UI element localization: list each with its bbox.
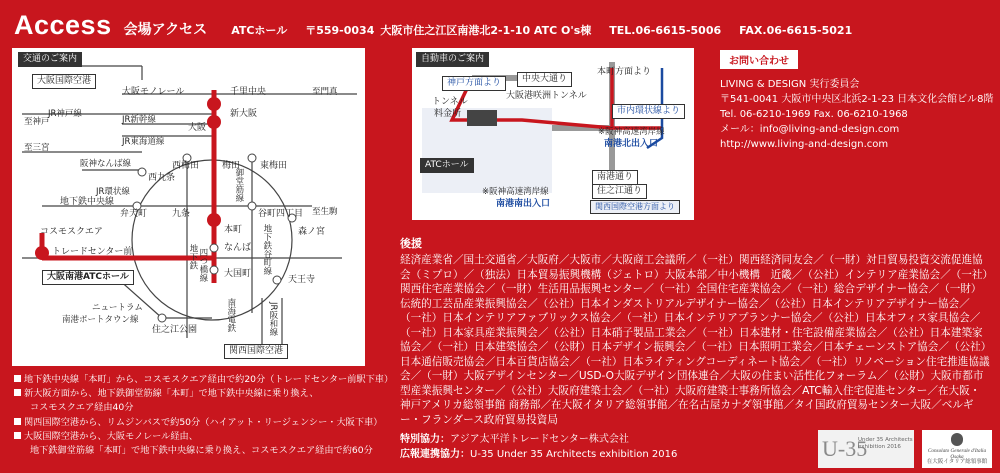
shinai-kanjo-box: 市内環状線より	[612, 104, 685, 119]
wangan-north-label: ※阪神高速湾岸線	[598, 127, 665, 137]
access-note: 新大阪方面から、地下鉄御堂筋線「本町」で地下鉄中央線に乗り換え、	[14, 387, 399, 401]
station-dot-nishikujo	[138, 168, 146, 176]
contact-label: お問い合わせ	[720, 50, 798, 69]
support-section	[400, 235, 992, 427]
hanshin-line-label: 阪神なんば線	[80, 159, 132, 169]
shi-kadoma-label: 至門真	[312, 87, 338, 97]
osaka-airport-box: 大阪国際空港	[32, 74, 96, 89]
consulate-logo	[922, 430, 992, 468]
venue-address: 大阪市住之江区南港北2-1-10 ATC O's棟	[380, 24, 592, 37]
shin-osaka-label: 新大阪	[230, 109, 258, 119]
emblem-icon	[951, 433, 963, 446]
venue-postal: 〒559-0034	[305, 24, 375, 37]
bullet-square-icon	[14, 432, 21, 439]
station-dot-daikokucho	[210, 266, 218, 274]
toll-label: 料金所	[434, 109, 462, 119]
honmachi-direction-label: 本町方面より	[597, 67, 652, 77]
access-notes	[14, 373, 399, 458]
page-title: Access	[14, 10, 112, 40]
consulate-logo-ja: 在大阪イタリア総領事館	[926, 459, 988, 465]
nanko-north-exit-label: 南港北出入口	[604, 139, 659, 149]
atc-hall-block	[467, 110, 497, 126]
venue-fax: FAX.06-6615-5021	[739, 24, 853, 37]
u35-logo-text: Under 35 Architects exhibition 2016	[858, 437, 913, 450]
access-note: 地下鉄御堂筋線「本町」で地下鉄中央線に乗り換え、コスモスクエア経由で約60分	[30, 445, 373, 457]
osaka-station-label: 大阪	[188, 123, 207, 133]
tennoji-label: 天王寺	[288, 275, 316, 285]
nishi-umeda-label: 西梅田	[172, 161, 200, 171]
bullet-square-icon	[14, 375, 21, 382]
kansai-airport-box: 関西国際空港	[224, 344, 288, 359]
nanko-south-exit-label: 南港南出入口	[496, 199, 551, 209]
contact-address: 〒541-0041 大阪市中央区北浜2-1-23 日本文化会館ビル8階	[720, 94, 994, 105]
sakishima-tunnel-label: 大阪港咲洲トンネル	[506, 91, 587, 101]
car-map-label: 自動車のご案内	[416, 52, 489, 67]
station-dot-higashi-umeda	[248, 154, 256, 162]
chuo-odori-box: 中央大通り	[517, 72, 572, 87]
newtram-label: ニュートラム	[92, 303, 143, 313]
tanimachi-4-label: 谷町四丁目	[258, 209, 304, 219]
station-dot-shin-osaka	[207, 97, 221, 111]
yotsubashi-line-label: 四つ橋線	[197, 248, 208, 282]
bentencho-label: 弁天町	[120, 209, 148, 219]
bullet-square-icon	[14, 418, 21, 425]
contact-email[interactable]: メール：info@living-and-design.com	[720, 124, 900, 135]
station-dot-namba	[210, 244, 218, 252]
midosuji-line-label: 御堂筋線	[233, 168, 244, 202]
contact-phone: Tel. 06-6210-1969 Fax. 06-6210-1968	[720, 109, 908, 120]
contact-section	[720, 50, 994, 152]
access-note: 地下鉄中央線「本町」から、コスモスクエア経由で約20分（トレードセンター前駅下車）	[14, 373, 399, 387]
yotsubashi-sub-label: 地下鉄	[187, 244, 198, 270]
trade-center-label: トレードセンター前	[52, 247, 133, 257]
special-cooperation: 特別協力：アジア太平洋トレードセンター株式会社	[400, 434, 629, 445]
access-note: コスモスクエア経由40分	[30, 402, 134, 414]
chuo-line-label: 地下鉄中央線	[60, 197, 115, 207]
page-header	[14, 10, 870, 44]
page-subtitle: 会場アクセス	[123, 22, 208, 38]
u35-logo	[818, 430, 914, 468]
access-note: 大阪国際空港から、大阪モノレール経由、	[14, 430, 399, 444]
venue-box-rail: 大阪南港ATCホール	[42, 270, 134, 285]
shi-ikoma-label: 至生駒	[312, 207, 338, 217]
nishikujo-label: 西九条	[148, 173, 176, 183]
namba-label: なんば	[224, 243, 252, 253]
shi-sannomiya-label: 至三宮	[24, 143, 50, 153]
morinomiya-label: 森ノ宮	[298, 227, 326, 237]
venue-name: ATCホール	[231, 24, 288, 37]
station-dot-osaka	[207, 115, 221, 129]
rail-access-map	[12, 48, 365, 366]
support-title: 後援	[400, 237, 422, 250]
kix-direction-box: 関西国際空港方面より	[590, 200, 680, 214]
honmachi-label: 本町	[224, 225, 243, 235]
suminoe-dori-box: 住之江通り	[592, 184, 647, 199]
jr-tokaido-label: JR東海道線	[122, 137, 165, 147]
jr-shinkansen-label: JR新幹線	[122, 115, 156, 125]
pr-cooperation: 広報連携協力：U-35 Under 35 Architects exhibition 2016	[400, 449, 678, 460]
jr-kanjo-label: JR環状線	[96, 187, 130, 197]
bullet-square-icon	[14, 389, 21, 396]
contact-url[interactable]: http://www.living-and-design.com	[720, 139, 889, 150]
jr-kobe-label: JR神戸線	[48, 109, 82, 119]
kujo-label: 九条	[172, 209, 191, 219]
wangan-south-label: ※阪神高速湾岸線	[482, 187, 549, 197]
nanko-dori-box: 南港通り	[592, 170, 638, 185]
station-dot-tennoji	[273, 276, 281, 284]
atc-hall-label: ATCホール	[420, 158, 474, 173]
suminoe-koen-label: 住之江公園	[152, 325, 198, 335]
shi-kobe-label: 至神戸	[24, 117, 50, 127]
contact-org: LIVING & DESIGN 実行委員会	[720, 79, 860, 90]
car-access-map	[412, 48, 694, 220]
station-dot-honmachi	[207, 213, 221, 227]
senri-chuo-label: 千里中央	[230, 87, 267, 97]
access-note: 関西国際空港から、リムジンバスで約50分（ハイアット・リージェンシー・大阪下車）	[14, 416, 399, 430]
tunnel-label: トンネル	[432, 97, 468, 107]
nanko-port-town-label: 南港ポートタウン線	[62, 315, 139, 325]
cosmo-square-label: コスモスクエア	[40, 227, 103, 237]
station-dot-suminoe-koen	[158, 314, 166, 322]
jr-hanwa-label: JR阪和線	[267, 302, 278, 336]
station-dot-tanimachi	[248, 202, 256, 210]
u35-logo-mark: U-35	[822, 436, 868, 461]
kobe-direction-box: 神戸方面より	[442, 76, 506, 91]
venue-tel: TEL.06-6615-5006	[609, 24, 722, 37]
daikokucho-label: 大国町	[224, 269, 252, 279]
tanimachi-line-label: 地下鉄谷町線	[261, 224, 272, 275]
higashi-umeda-label: 東梅田	[260, 161, 288, 171]
credits	[400, 432, 677, 462]
umeda-label: 梅田	[222, 161, 241, 171]
consulate-logo-en: Consolato Generale d'Italia Osaka	[927, 448, 987, 460]
support-body: 経済産業省／国土交通省／大阪府／大阪市／大阪商工会議所／（一社）関西経済同友会／（一財）対日貿易投資交流促進協会（ミプロ）／（独法）日本貿易振興機構（ジェトロ）大阪本部／中小機構 近畿／（公社）インテリア産業協会／（一社）関西住宅産業協会／（一財）生活用品振興センター／（一社）全国住宅産業協会／（一社）総合デザイナー協会／（一財）伝統的工芸品産業振興協会／（公社）日本インダストリアルデザイナー協会／（公社）日本インテリアデザイナー協会／（一社）日本インテリアファブリックス協会／（一社）日本インテリアプランナー協会／（公社）日本オフィス家具協会／（一社）日本家具産業振興会／（公社）日本硝子製品工業会／（一社）日本建材・住宅設備産業協会／（公社）日本建築家協会／（一社）日本建築協会／（公財）日本デザイン振興会／（一社）日本照明工業会／日本チェーンストア協会／（公社）日本通信販売協会／日本百貨店協会／（一社）日本ライティングコーディネート協会／（一社）リノベーション住宅推進協議会／（一財）大阪デザインセンター／USD-O大阪デザイン団体連合／大阪の住まい活性化フォーラム／（公財）大阪市都市型産業振興センター／（公社）大阪府建築士会／（一社）大阪府建築士事務所協会／ATC輸入住宅促進センター／在大阪・神戸アメリカ総領事館 商務部／在大阪イタリア総領事館／在名古屋カナダ領事館／タイ国政府貿易センター大阪／ベルギー・フランダース政府貿易投資局	[400, 254, 990, 426]
osaka-monorail-label: 大阪モノレール	[122, 87, 185, 97]
nankai-line-label: 南海電鉄	[225, 298, 236, 332]
rail-map-label: 交通のご案内	[18, 52, 82, 67]
station-dot-trade-center	[35, 246, 49, 260]
